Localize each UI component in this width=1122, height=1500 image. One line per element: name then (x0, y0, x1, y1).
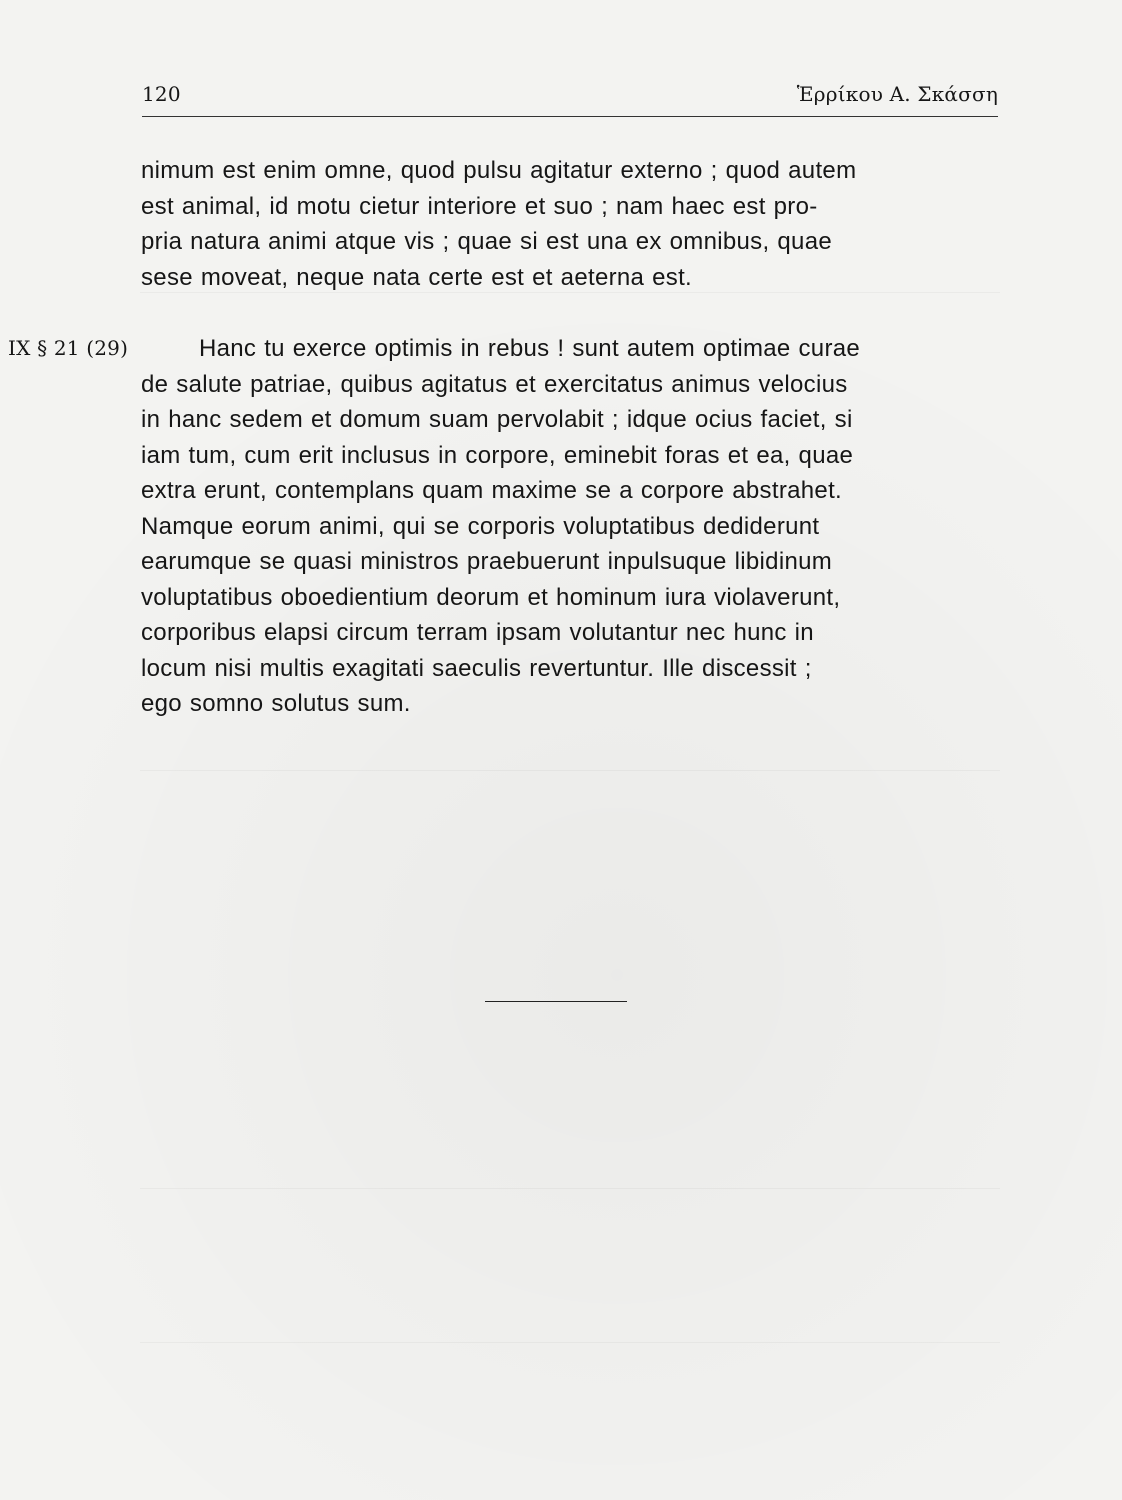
text-line: Namque eorum animi, qui se corporis voluptatibus dediderunt (141, 512, 820, 540)
text-line: de salute patriae, quibus agitatus et exercitatus animus velocius (141, 370, 848, 398)
margin-reference: IX § 21 (29) (8, 336, 129, 360)
text-line: pria natura animi atque vis ; quae si est una ex omnibus, quae (141, 228, 832, 255)
text-line: extra erunt, contemplans quam maxime se a corpore abstrahet. (141, 477, 842, 504)
main-paragraph (141, 331, 998, 722)
text-line: voluptatibus oboedientium deorum et hominum iura violaverunt, (141, 583, 841, 611)
show-through-line (140, 770, 1000, 771)
text-line: corporibus elapsi circum terram ipsam volutantur nec hunc in (141, 619, 814, 646)
text-line: locum nisi multis exagitati saeculis revertuntur. Ille discessit ; (141, 654, 812, 682)
text-line: ego somno solutus sum. (141, 690, 411, 717)
continued-paragraph (141, 153, 998, 295)
text-line: iam tum, cum erit inclusus in corpore, eminebit foras et ea, quae (141, 441, 854, 469)
text-line: est animal, id motu cietur interiore et suo ; nam haec est pro- (141, 192, 818, 220)
show-through-line (140, 1188, 1000, 1189)
show-through-line (140, 1342, 1000, 1343)
text-line: Hanc tu exerce optimis in rebus ! sunt autem optimae curae (199, 335, 861, 362)
text-line: sese moveat, neque nata certe est et aeterna est. (141, 263, 693, 291)
running-head: Ἑρρίκου Α. Σκάσση (796, 82, 998, 106)
header-rule (142, 116, 998, 117)
end-rule (485, 1001, 627, 1002)
text-line: in hanc sedem et domum suam pervolabit ; idque ocius faciet, si (141, 406, 853, 433)
page-header (142, 82, 998, 116)
page-number: 120 (142, 82, 181, 106)
text-line: earumque se quasi ministros praebuerunt inpulsuque libidinum (141, 548, 833, 575)
text-line: nimum est enim omne, quod pulsu agitatur externo ; quod autem (141, 157, 857, 184)
